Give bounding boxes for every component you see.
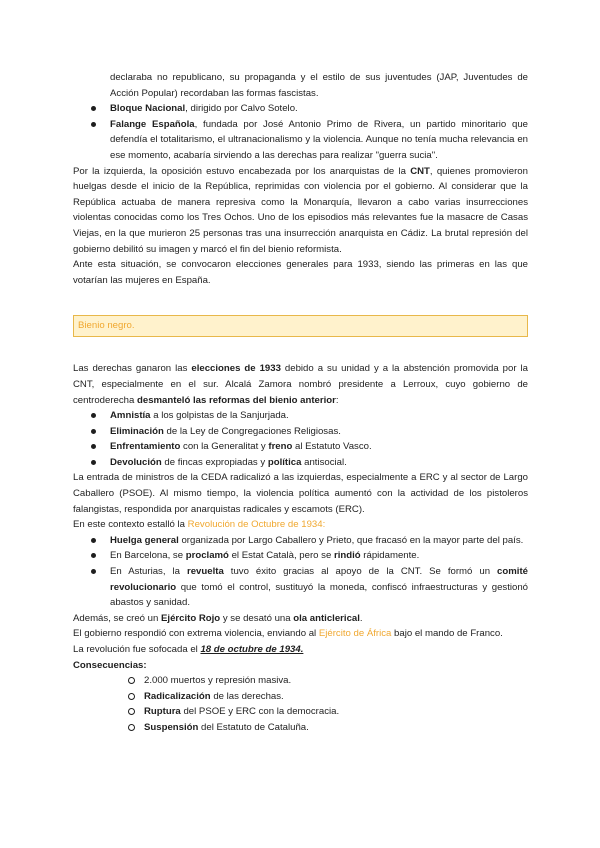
item-text: antisocial. [301,456,347,468]
text-span: Por la izquierda, la oposición estuvo encabezada por los anarquistas de la [73,165,411,177]
text-span: debido a su unidad y a la abstención promovida por la CNT, especialmente en el sur. Alcalá Zamora nombró presidente a Lerroux, cuyo gobierno de centroderecha [73,363,528,406]
item-text: rápidamente. [360,550,420,562]
bold-term: Eliminación [110,425,164,437]
list-item [73,533,528,549]
reform-list [73,408,528,470]
bold-term: CNT [410,165,430,177]
item-text: 2.000 muertos y represión masiva. [144,675,292,687]
bold-term: Radicalización [144,690,211,702]
ceda-paragraph: La entrada de ministros de la CEDA radicalizó a las izquierdas, especialmente a ERC y al sector de Largo Caballero (PSOE). Al mismo tiempo, la violencia política aumentó con la actividad de los pistoleros falangistas, respondida por anarquistas radicales y escamots (ERC). [73,472,528,515]
bold-term: Bloque Nacional [110,103,186,115]
item-text: del PSOE y ERC con la democracia. [180,706,340,718]
highlight-term: Ejército de África [318,628,392,640]
ademas-paragraph [73,611,528,627]
item-text: al Estatuto Vasco. [292,441,372,453]
text-span: Las derechas ganaron las [73,363,192,375]
text-span: bajo el mando de Franco. [391,628,503,640]
item-text: del Estatuto de Cataluña. [198,721,309,733]
date-term: 18 de octubre de 1934. [200,644,304,655]
contexto-paragraph [73,517,528,533]
list-item-bloque-nacional [73,101,528,117]
bold-term: Ejército Rojo [161,612,221,624]
section-title: Bienio negro. [78,320,135,332]
item-text: organizada por Largo Caballero y Prieto, que fracasó en la mayor parte del país. [178,534,524,546]
text-span: , quienes promovieron huelgas desde el inicio de la República, reprimidas con violencia por el gobierno. Al considerar que la República actuaba de manera represiva como la Monarquía, llevaron a cabo varias insurrecciones violentas conocidas como los Tres Ochos. Uno de los episodios más relevantes fue la masacre de Casas Viejas, en la que murieron 25 personas tras una insurrección anarquista en Cádiz. La brutal represión del gobierno debilitó su imagen y marcó el fin del bienio reformista. [73,165,528,255]
bold-term: Falange Española [110,118,195,130]
sofocada-paragraph [73,642,528,658]
revolucion-list [73,533,528,611]
document-page [73,70,528,736]
list-item-falange [73,117,528,164]
item-text: , fundada por José Antonio Primo de Rivera, un partido minoritario que defendía el totalitarismo, el ultranacionalismo y la violencia. Aunque no tenía mucha relevancia en ese momento, acabaría sirviendo a las derechas para realizar "guerra sucia". [110,118,528,161]
text-span: El gobierno respondió con extrema violencia, enviando al [73,628,319,640]
item-text: a los golpistas de la Sanjurjada. [150,410,289,422]
item-text: En Barcelona, se [110,550,186,562]
derechas-paragraph [73,361,528,408]
text-span: Además, se creó un [73,612,161,624]
bold-term: ola anticlerical [293,612,360,624]
bold-term: desmanteló las reformas del bienio anterior [137,394,336,406]
text-span: y se desató una [220,612,294,624]
bold-term: Devolución [110,456,162,468]
item-text: tuvo éxito gracias al apoyo de la CNT. Se formó un [223,566,498,578]
consecuencias-heading [73,658,528,674]
bold-term: elecciones de 1933 [191,363,281,375]
text-span: La revolución fue sofocada el [73,644,201,655]
list-item [73,439,528,455]
item-text: de la Ley de Congregaciones Religiosas. [163,425,341,437]
bold-term: : [143,659,147,671]
elecciones-paragraph: Ante esta situación, se convocaron elecciones generales para 1933, siendo las primeras en las que votarían las mujeres en España. [73,259,528,286]
text-span: En este contexto estalló la [73,519,188,531]
item-text: con la Generalitat y [180,441,269,453]
bold-term: Ruptura [144,706,181,718]
bold-term: política [267,456,302,468]
party-list [73,101,528,163]
bold-term: Enfrentamiento [110,441,181,453]
highlight-term: Revolución de Octubre de 1934: [187,519,326,531]
bold-term: proclamó [185,550,229,562]
text-span: . [359,612,363,624]
bold-term: freno [268,441,293,453]
gobierno-paragraph [73,626,528,642]
text-span: : [335,394,339,406]
item-text: , dirigido por Calvo Sotelo. [185,103,298,115]
continuation-paragraph: declaraba no republicano, su propaganda y el estilo de sus juventudes (JAP, Juventudes de Acción Popular) recordaban las formas fascistas. [110,72,528,99]
izquierda-paragraph [73,164,528,258]
list-item [73,548,528,564]
bold-term: Consecuencias [73,659,144,671]
list-item [73,424,528,440]
list-item [73,673,528,689]
section-heading-box [73,315,528,337]
bold-term: revuelta [186,566,224,578]
bold-term: Amnistía [110,410,151,422]
item-text: En Asturias, la [110,566,187,578]
bold-term: Suspensión [144,721,199,733]
bold-term: comité revolucionario [110,566,528,593]
list-item [73,408,528,424]
list-item [73,455,528,471]
list-item [73,720,528,736]
bold-term: Huelga general [110,534,179,546]
consecuencias-list [73,673,528,735]
item-text: de las derechas. [210,690,284,702]
item-text: de fincas expropiadas y [161,456,268,468]
bold-term: rindió [333,550,361,562]
item-text: el Estat Català, pero se [228,550,334,562]
list-item [73,704,528,720]
list-item [73,689,528,705]
item-text: que tomó el control, sustituyó la moneda, confiscó infraestructuras y gestionó abastos y sanidad. [110,581,528,609]
list-item [73,564,528,611]
